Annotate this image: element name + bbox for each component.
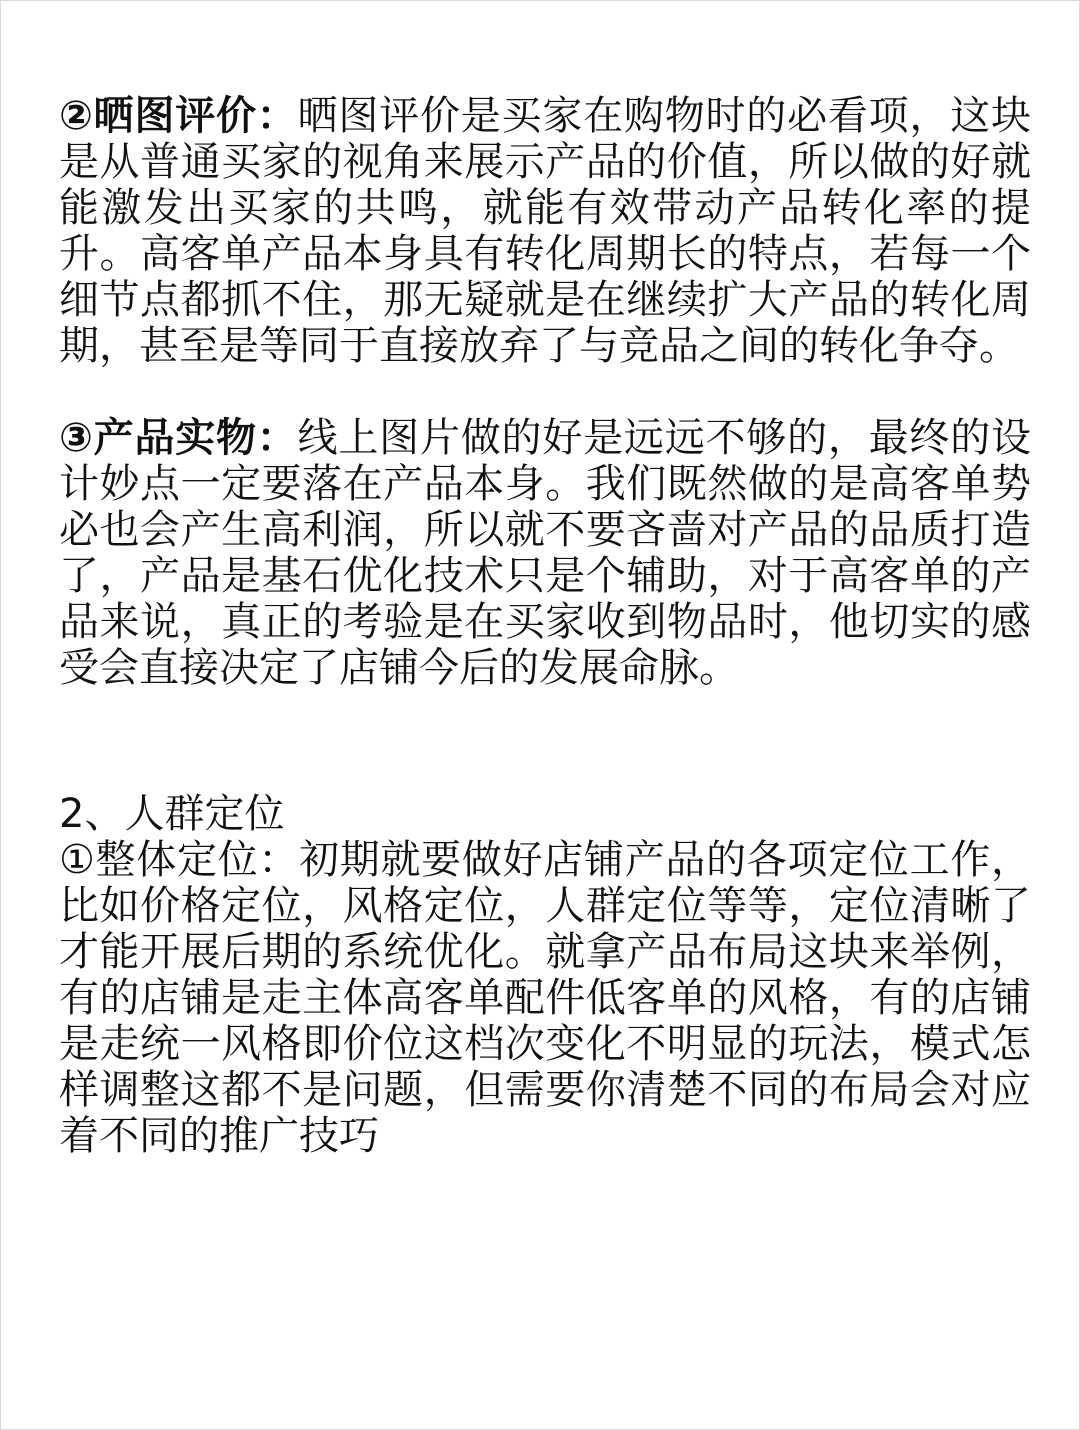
paragraph-label: ①整体定位： bbox=[59, 837, 300, 883]
paragraph-label: ②晒图评价： bbox=[59, 93, 298, 139]
paragraph-body: 线上图片做的好是远远不够的，最终的设计妙点一定要落在产品本身。我们既然做的是高客单势必也会产生高利润，所以就不要吝啬对产品的品质打造了，产品是基石优化技术只是个辅助，对于高客单的产品来说，真正的考验是在买家收到物品时，他切实的感受会直接决定了店铺今后的发展命脉。 bbox=[59, 415, 1032, 691]
section-audience-positioning bbox=[59, 791, 1031, 1159]
article-content bbox=[59, 93, 1031, 1159]
section-heading: 2、人群定位 bbox=[59, 791, 285, 837]
paragraph-physical-product bbox=[59, 415, 1031, 691]
paragraph-body: 初期就要做好店铺产品的各项定位工作，比如价格定位，风格定位，人群定位等等，定位清晰了才能开展后期的系统优化。就拿产品布局这块来举例，有的店铺是走主体高客单配件低客单的风格，有的店铺是走统一风格即价位这档次变化不明显的玩法，模式怎样调整这都不是问题，但需要你清楚不同的布局会对应着不同的推广技巧 bbox=[59, 837, 1032, 1159]
paragraph-review-photos bbox=[59, 93, 1031, 369]
paragraph-body: 晒图评价是买家在购物时的必看项，这块是从普通买家的视角来展示产品的价值，所以做的好就能激发出买家的共鸣，就能有效带动产品转化率的提升。高客单产品本身具有转化周期长的特点，若每一个细节点都抓不住，那无疑就是在继续扩大产品的转化周期，甚至是等同于直接放弃了与竞品之间的转化争夺。 bbox=[59, 93, 1032, 369]
paragraph-overall-positioning bbox=[59, 837, 1031, 1159]
paragraph-label: ③产品实物： bbox=[59, 415, 298, 461]
